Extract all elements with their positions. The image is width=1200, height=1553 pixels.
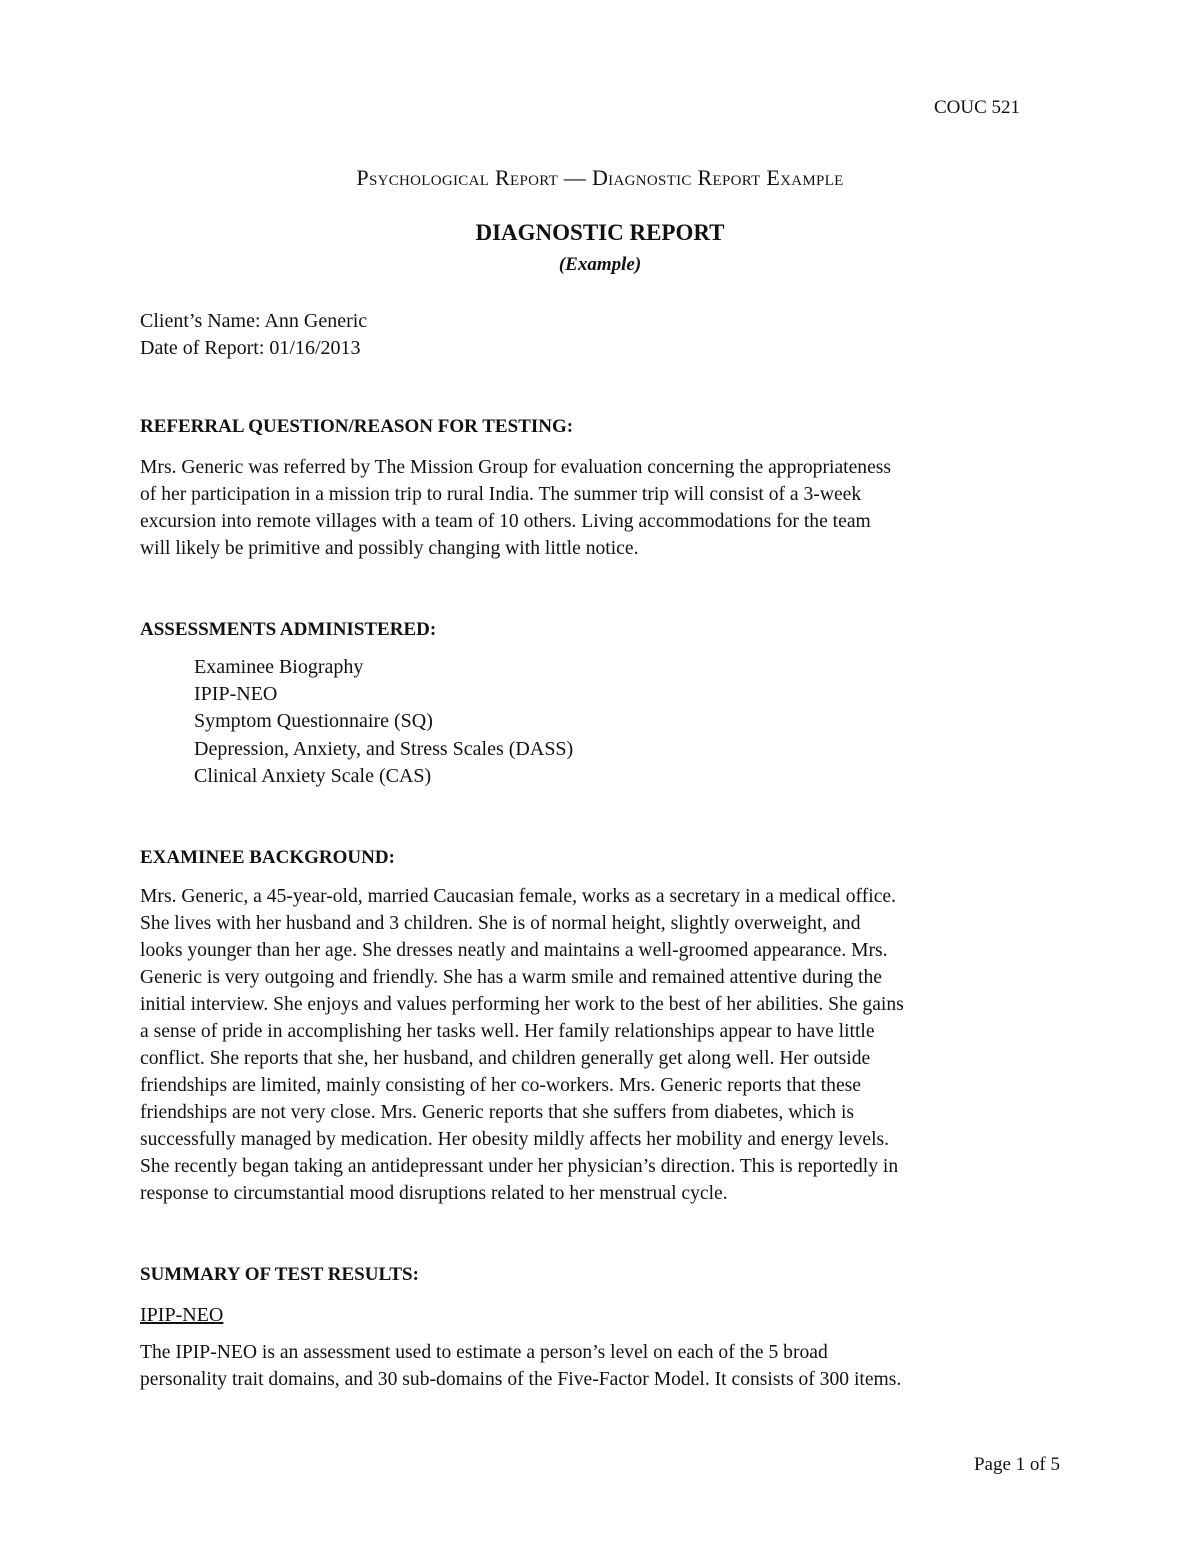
- list-item: Clinical Anxiety Scale (CAS): [194, 764, 432, 787]
- paragraph-line: looks younger than her age. She dresses neatly and maintains a well-groomed appearance. Mrs.: [140, 940, 888, 961]
- course-code: COUC 521: [933, 97, 1020, 118]
- paragraph-line: friendships are not very close. Mrs. Generic reports that she suffers from diabetes, which is: [140, 1102, 855, 1123]
- assessments-heading: ASSESSMENTS ADMINISTERED:: [140, 619, 437, 640]
- paragraph-line: Mrs. Generic was referred by The Mission Group for evaluation concerning the appropriateness: [140, 457, 892, 478]
- paragraph-line: She recently began taking an antidepressant under her physician’s direction. This is reportedly in: [140, 1156, 899, 1177]
- diagnostic-report-heading: DIAGNOSTIC REPORT: [475, 220, 725, 245]
- paragraph-line: conflict. She reports that she, her husband, and children generally get along well. Her outside: [140, 1048, 871, 1069]
- paragraph-line: excursion into remote villages with a team of 10 others. Living accommodations for the team: [140, 511, 871, 532]
- paragraph-line: will likely be primitive and possibly changing with little notice.: [140, 538, 639, 559]
- paragraph-line: initial interview. She enjoys and values performing her work to the best of her abilities. She gains: [140, 994, 904, 1015]
- paragraph-line: The IPIP-NEO is an assessment used to estimate a person’s level on each of the 5 broad: [140, 1342, 828, 1363]
- report-title: Psychological Report — Diagnostic Report Example: [356, 165, 844, 190]
- page-number: Page 1 of 5: [973, 1454, 1060, 1475]
- report-date: Date of Report: 01/16/2013: [140, 337, 361, 359]
- paragraph-line: Generic is very outgoing and friendly. She has a warm smile and remained attentive during the: [140, 967, 882, 988]
- background-paragraph: [140, 883, 1068, 1207]
- summary-paragraph: [140, 1339, 1068, 1393]
- referral-heading: REFERRAL QUESTION/REASON FOR TESTING:: [140, 416, 574, 437]
- summary-heading: SUMMARY OF TEST RESULTS:: [140, 1264, 419, 1285]
- paragraph-line: friendships are limited, mainly consisting of her co-workers. Mrs. Generic reports that these: [140, 1075, 861, 1096]
- diagnostic-report-subheading: (Example): [558, 254, 642, 275]
- assessments-list: [194, 654, 573, 790]
- paragraph-line: of her participation in a mission trip to rural India. The summer trip will consist of a 3-week: [140, 484, 862, 505]
- list-item: Depression, Anxiety, and Stress Scales (DASS): [194, 737, 574, 760]
- list-item: Symptom Questionnaire (SQ): [194, 710, 433, 733]
- background-heading: EXAMINEE BACKGROUND:: [140, 847, 395, 868]
- paragraph-line: a sense of pride in accomplishing her tasks well. Her family relationships appear to have little: [140, 1021, 875, 1042]
- paragraph-line: successfully managed by medication. Her obesity mildly affects her mobility and energy levels.: [140, 1129, 890, 1150]
- paragraph-line: personality trait domains, and 30 sub-domains of the Five-Factor Model. It consists of 300 items.: [140, 1369, 902, 1390]
- list-item: IPIP-NEO: [194, 683, 278, 706]
- ipip-neo-subheading: IPIP-NEO: [140, 1304, 224, 1326]
- paragraph-line: Mrs. Generic, a 45-year-old, married Caucasian female, works as a secretary in a medical office.: [140, 886, 896, 907]
- paragraph-line: response to circumstantial mood disruptions related to her menstrual cycle.: [140, 1183, 728, 1204]
- client-info: [140, 308, 367, 362]
- paragraph-line: She lives with her husband and 3 children. She is of normal height, slightly overweight, and: [140, 913, 861, 934]
- referral-paragraph: [140, 454, 1068, 562]
- list-item: Examinee Biography: [194, 656, 364, 678]
- client-name: Client’s Name: Ann Generic: [140, 310, 368, 332]
